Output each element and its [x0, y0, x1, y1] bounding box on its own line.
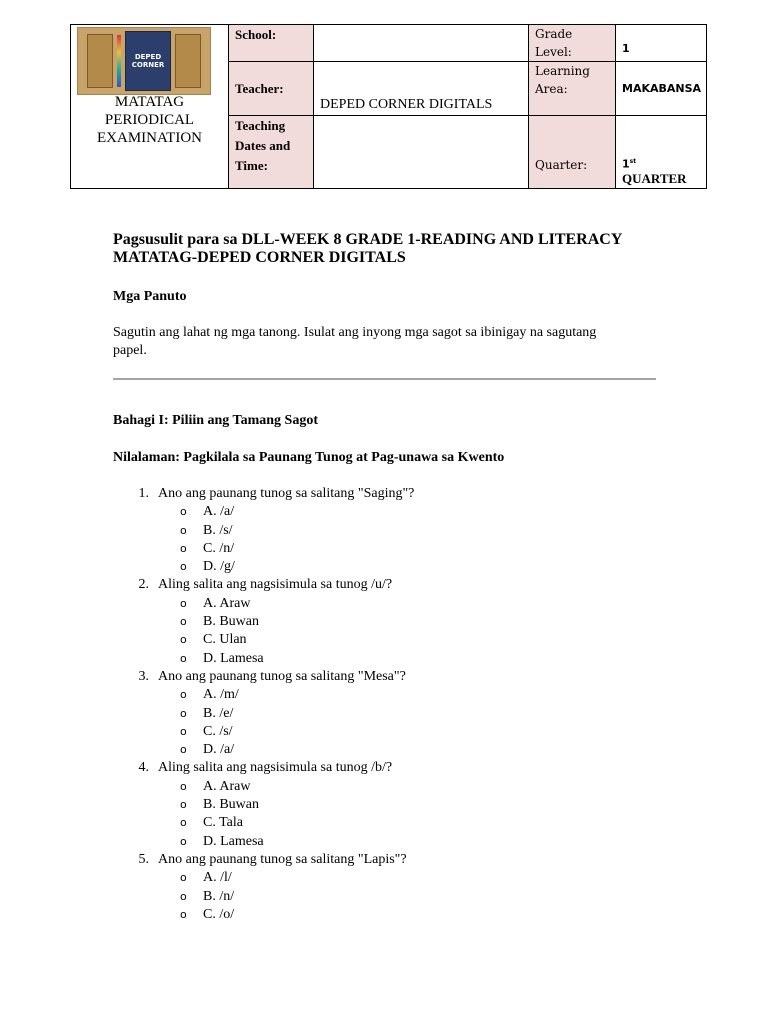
question-list	[113, 486, 658, 925]
question-item	[113, 577, 658, 668]
question-number: 2.	[138, 577, 149, 593]
option-text: A. Araw	[203, 595, 251, 611]
answer-option[interactable]	[113, 706, 658, 724]
grade-value-cell[interactable]	[616, 25, 707, 62]
quarter-value	[622, 155, 700, 187]
bullet-icon: o	[180, 505, 187, 519]
grade-value: 1	[622, 42, 630, 55]
document-title-line: Pagsusulit para sa DLL-WEEK 8 GRADE 1-READING AND LITERACY	[113, 231, 623, 248]
answer-option[interactable]	[113, 523, 658, 541]
logo-pencil-bar	[117, 35, 121, 87]
dates-value-cell[interactable]	[314, 116, 529, 189]
area-label-line: Learning	[535, 64, 590, 78]
teacher-label-cell	[229, 62, 314, 116]
area-value-cell[interactable]	[616, 62, 707, 116]
quarter-suffix: st	[629, 158, 637, 166]
bullet-icon: o	[180, 560, 187, 574]
answer-option[interactable]	[113, 504, 658, 522]
option-text: C. /s/	[203, 723, 233, 739]
question-item	[113, 486, 658, 577]
question-number: 3.	[138, 668, 149, 684]
option-text: C. Ulan	[203, 632, 247, 648]
dates-label-line: Teaching	[235, 118, 286, 133]
teacher-label: Teacher:	[235, 80, 284, 96]
logo-center-badge: DEPED CORNER	[125, 31, 171, 91]
bullet-icon: o	[180, 779, 187, 793]
bullet-icon: o	[180, 688, 187, 702]
bullet-icon: o	[180, 871, 187, 885]
bullet-icon: o	[180, 834, 187, 848]
quarter-label: Quarter:	[535, 158, 588, 172]
area-label-line: Area:	[535, 82, 568, 96]
question-item	[113, 760, 658, 851]
option-text: B. Buwan	[203, 614, 259, 630]
answer-option[interactable]	[113, 907, 658, 925]
option-text: B. /n/	[203, 888, 235, 904]
exam-title-line: EXAMINATION	[97, 130, 202, 146]
school-label-cell	[229, 25, 314, 62]
option-text: A. Araw	[203, 778, 251, 794]
answer-option[interactable]	[113, 834, 658, 852]
quarter-number: 1	[622, 158, 630, 171]
area-value: MAKABANSA	[622, 82, 702, 95]
instructions-line: Sagutin ang lahat ng mga tanong. Isulat ang inyong mga sagot sa ibinigay na sagutang	[113, 325, 597, 340]
answer-option[interactable]	[113, 815, 658, 833]
bullet-icon: o	[180, 816, 187, 830]
bullet-icon: o	[180, 633, 187, 647]
bullet-icon: o	[180, 889, 187, 903]
option-text: B. /s/	[203, 522, 233, 538]
bullet-icon: o	[180, 907, 187, 921]
part-heading: Bahagi I: Piliin ang Tamang Sagot	[113, 413, 319, 428]
area-label-cell	[529, 62, 616, 116]
quarter-word: QUARTER	[622, 171, 687, 186]
option-text: B. Buwan	[203, 797, 259, 813]
answer-option[interactable]	[113, 651, 658, 669]
question-text: Ano ang paunang tunog sa salitang "Saging"?	[158, 486, 415, 501]
logo-left-panel	[87, 34, 113, 88]
instructions-heading: Mga Panuto	[113, 289, 187, 304]
exam-title-line: MATATAG	[114, 94, 185, 110]
dates-label-cell	[229, 116, 314, 189]
question-item	[113, 852, 658, 925]
bullet-icon: o	[180, 724, 187, 738]
dates-label-line: Dates and	[235, 138, 291, 153]
answer-option[interactable]	[113, 870, 658, 888]
question-number: 5.	[138, 851, 149, 867]
quarter-label-cell	[529, 116, 616, 189]
logo-right-panel	[175, 34, 201, 88]
bullet-icon: o	[180, 523, 187, 537]
answer-option[interactable]	[113, 742, 658, 760]
question-number: 4.	[138, 760, 149, 776]
option-text: A. /l/	[203, 870, 232, 886]
teacher-value: DEPED CORNER DIGITALS	[320, 97, 493, 112]
answer-option[interactable]	[113, 779, 658, 797]
teacher-value-cell[interactable]	[314, 62, 529, 116]
dates-label-line: Time:	[235, 158, 268, 173]
header-table	[70, 24, 707, 189]
bullet-icon: o	[180, 615, 187, 629]
logo-cell	[71, 25, 229, 189]
bullet-icon: o	[180, 706, 187, 720]
exam-title	[71, 93, 228, 147]
option-text: D. /g/	[203, 559, 235, 575]
content-heading: Nilalaman: Pagkilala sa Paunang Tunog at Pag-unawa sa Kwento	[113, 450, 505, 465]
question-text: Ano ang paunang tunog sa salitang "Lapis"?	[158, 851, 407, 867]
bullet-icon: o	[180, 596, 187, 610]
answer-option[interactable]	[113, 687, 658, 705]
bullet-icon: o	[180, 798, 187, 812]
answer-option[interactable]	[113, 596, 658, 614]
question-item	[113, 669, 658, 760]
answer-option[interactable]	[113, 889, 658, 907]
school-value-cell[interactable]	[314, 25, 529, 62]
question-text: Aling salita ang nagsisimula sa tunog /b/?	[158, 760, 393, 776]
horizontal-divider	[113, 378, 656, 380]
deped-corner-logo	[77, 27, 211, 95]
option-text: D. Lamesa	[203, 650, 264, 666]
exam-title-line: PERIODICAL	[104, 112, 195, 128]
answer-option[interactable]	[113, 797, 658, 815]
option-text: A. /a/	[203, 504, 235, 520]
bullet-icon: o	[180, 651, 187, 665]
school-label: School:	[235, 27, 277, 42]
instructions-text	[113, 324, 658, 360]
question-text: Ano ang paunang tunog sa salitang "Mesa"?	[158, 668, 406, 684]
document-title	[113, 231, 658, 267]
option-text: D. /a/	[203, 742, 235, 758]
bullet-icon: o	[180, 743, 187, 757]
option-text: C. /n/	[203, 540, 235, 556]
answer-option[interactable]	[113, 724, 658, 742]
bullet-icon: o	[180, 541, 187, 555]
grade-label-cell	[529, 25, 616, 62]
answer-option[interactable]	[113, 632, 658, 650]
option-text: C. Tala	[203, 815, 243, 831]
option-text: A. /m/	[203, 687, 239, 703]
instructions-line: papel.	[113, 343, 147, 358]
question-text: Aling salita ang nagsisimula sa tunog /u/?	[158, 577, 393, 593]
question-number: 1.	[138, 486, 149, 501]
answer-option[interactable]	[113, 614, 658, 632]
document-title-line: MATATAG-DEPED CORNER DIGITALS	[113, 249, 406, 266]
option-text: B. /e/	[203, 705, 234, 721]
option-text: D. Lamesa	[203, 833, 264, 849]
answer-option[interactable]	[113, 541, 658, 559]
option-text: C. /o/	[203, 906, 235, 922]
grade-label: Grade Level:	[535, 27, 573, 59]
quarter-value-cell[interactable]	[616, 116, 707, 189]
answer-option[interactable]	[113, 559, 658, 577]
